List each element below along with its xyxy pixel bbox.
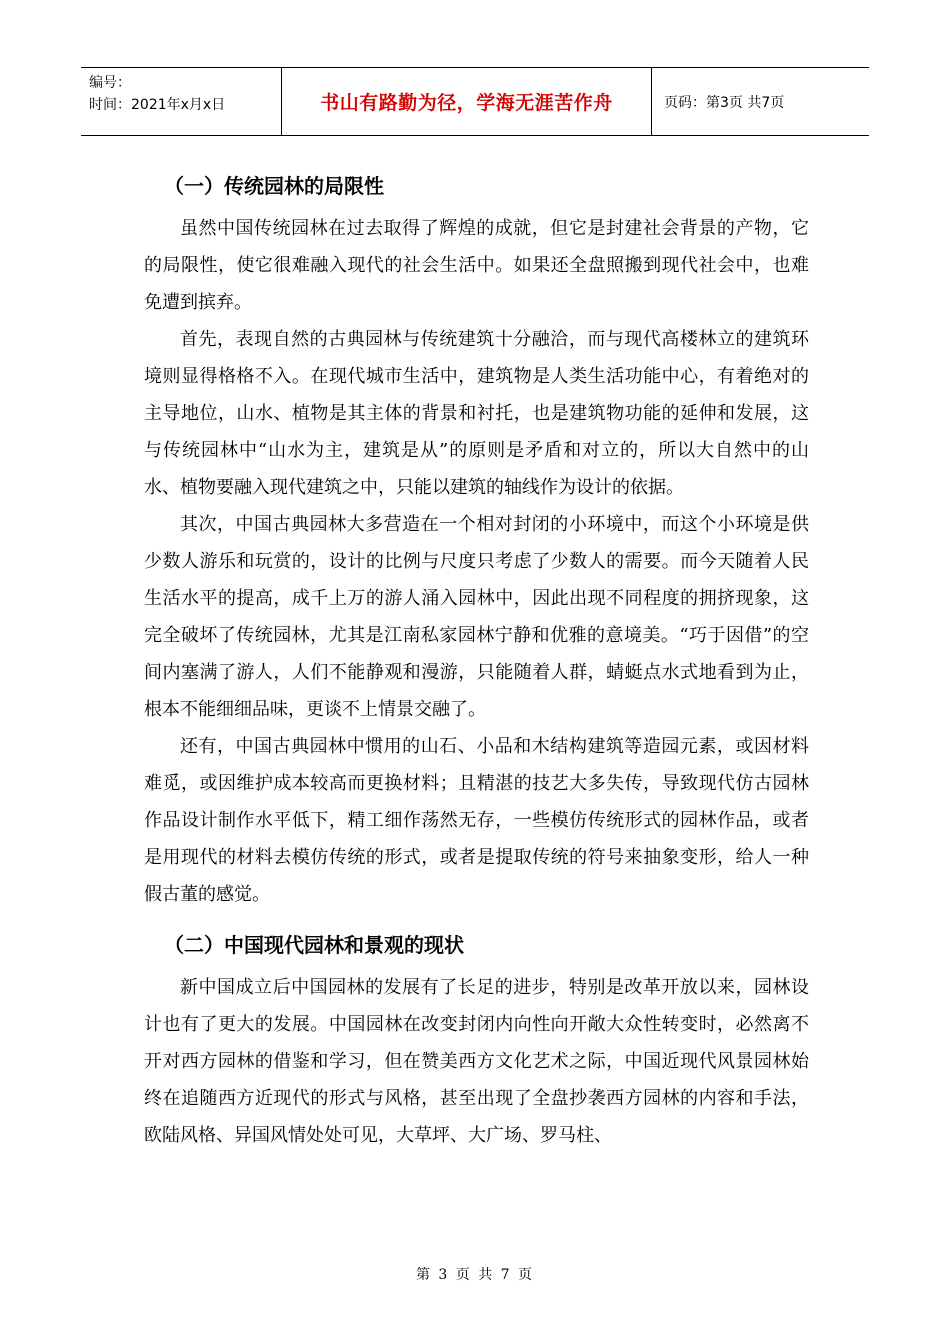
- header-meta: [81, 68, 282, 135]
- page-header: [81, 67, 869, 136]
- document-body: [144, 162, 809, 1154]
- document-number-label: 编号：: [89, 75, 131, 91]
- paragraph: 新中国成立后中国园林的发展有了长足的进步，特别是改革开放以来，园林设计也有了更大的发展。中国园林在改变封闭内向性向开敞大众性转变时，必然离不开对西方园林的借鉴和学习，但在赞美西方文化艺术之际，中国近现代风景园林始终在追随西方近现代的形式与风格，甚至出现了全盘抄袭西方园林的内容和手法，欧陆风格、异国风情处处可见，大草坪、大广场、罗马柱、: [144, 977, 809, 1146]
- paragraph: 还有，中国古典园林中惯用的山石、小品和木结构建筑等造园元素，或因材料难觅，或因维护成本较高而更换材料；且精湛的技艺大多失传，导致现代仿古园林作品设计制作水平低下，精工细作荡然无存，一些模仿传统形式的园林作品，或者是用现代的材料去模仿传统的形式，或者是提取传统的符号来抽象变形，给人一种假古董的感觉。: [144, 736, 809, 905]
- paragraph: 虽然中国传统园林在过去取得了辉煌的成就，但它是封建社会背景的产物，它的局限性，使它很难融入现代的社会生活中。如果还全盘照搬到现代社会中，也难免遭到摈弃。: [144, 218, 809, 313]
- paragraph: 其次，中国古典园林大多营造在一个相对封闭的小环境中，而这个小环境是供少数人游乐和玩赏的，设计的比例与尺度只考虑了少数人的需要。而今天随着人民生活水平的提高，成千上万的游人涌入园林中，因此出现不同程度的拥挤现象，这完全破坏了传统园林，尤其是江南私家园林宁静和优雅的意境美。“巧于因借”的空间内塞满了游人，人们不能静观和漫游，只能随着人群，蜻蜓点水式地看到为止，根本不能细细品味，更谈不上情景交融了。: [144, 514, 809, 720]
- document-time-label: 时间：2021年x月x日: [89, 97, 226, 113]
- header-motto: 书山有路勤为径，学海无涯苦作舟: [282, 68, 652, 135]
- paragraph: 首先，表现自然的古典园林与传统建筑十分融洽，而与现代高楼林立的建筑环境则显得格格不入。在现代城市生活中，建筑物是人类生活功能中心，有着绝对的主导地位，山水、植物是其主体的背景和衬托，也是建筑物功能的延伸和发展，这与传统园林中“山水为主，建筑是从”的原则是矛盾和对立的，所以大自然中的山水、植物要融入现代建筑之中，只能以建筑的轴线作为设计的依据。: [144, 329, 809, 498]
- header-page-info: 页码：第3页 共7页: [664, 94, 785, 111]
- page-footer: 第 3 页 共 7 页: [415, 1267, 535, 1283]
- section-title: （一）传统园林的局限性: [164, 174, 384, 198]
- section-title: （二）中国现代园林和景观的现状: [164, 933, 464, 957]
